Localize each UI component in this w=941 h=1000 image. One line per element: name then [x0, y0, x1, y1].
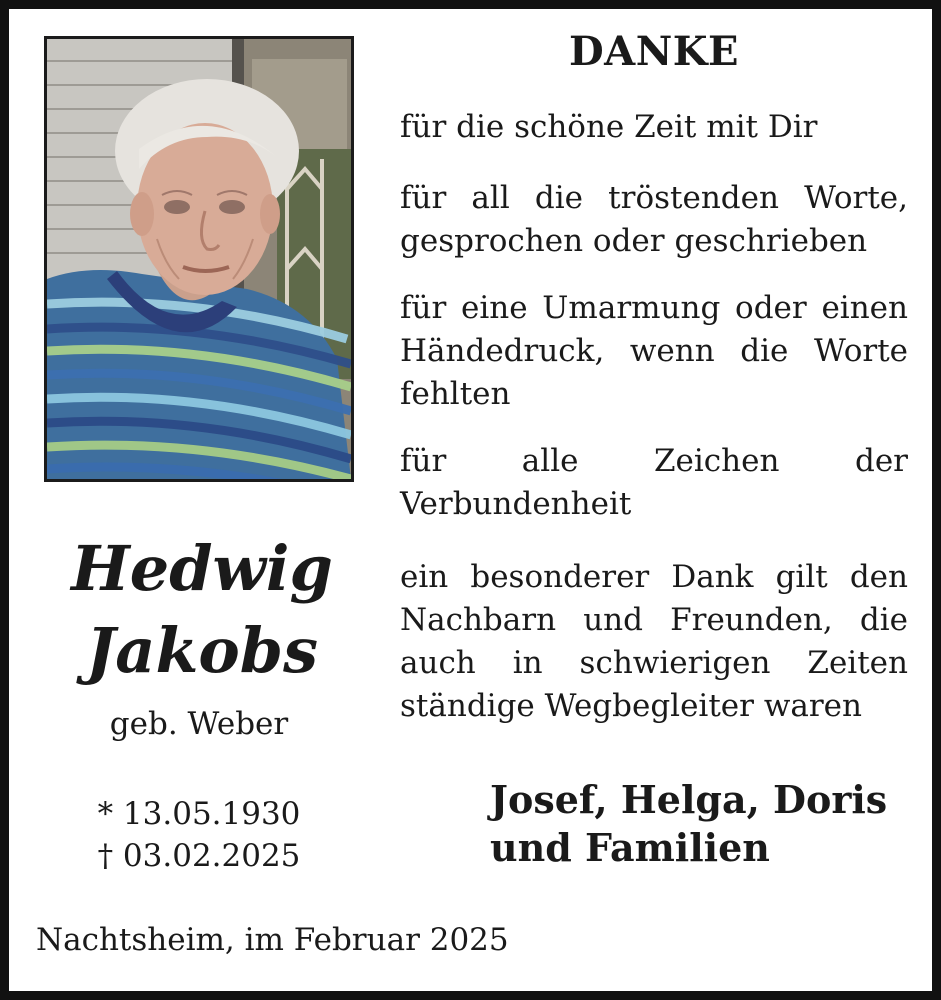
- portrait-photo: [44, 36, 354, 482]
- thanks-paragraph-5: ein besonderer Dank gilt den Nachbarn und Freunden, die auch in schwierigen Zeiten ständige Wegbegleiter waren: [400, 559, 908, 724]
- death-date: † 03.02.2025: [97, 838, 301, 874]
- thanks-paragraph-4: für alle Zeichen der Verbundenheit: [400, 443, 908, 522]
- thanks-paragraph-1: für die schöne Zeit mit Dir: [400, 109, 818, 145]
- place-and-date: Nachtsheim, im Februar 2025: [36, 922, 509, 958]
- maiden-name: geb. Weber: [109, 706, 289, 742]
- portrait-image: [47, 39, 351, 479]
- signers-families: und Familien: [490, 825, 770, 870]
- thanks-paragraph-3: für eine Umarmung oder einen Händedruck, wenn die Worte fehlten: [400, 290, 908, 412]
- deceased-first-name: Hedwig: [71, 532, 333, 605]
- heading-danke: DANKE: [568, 28, 740, 75]
- deceased-last-name: Jakobs: [85, 614, 319, 687]
- signers-names: Josef, Helga, Doris: [490, 777, 888, 822]
- thanks-paragraph-2: für all die tröstenden Worte, gesprochen oder geschrieben: [400, 180, 908, 259]
- birth-date: * 13.05.1930: [97, 796, 301, 832]
